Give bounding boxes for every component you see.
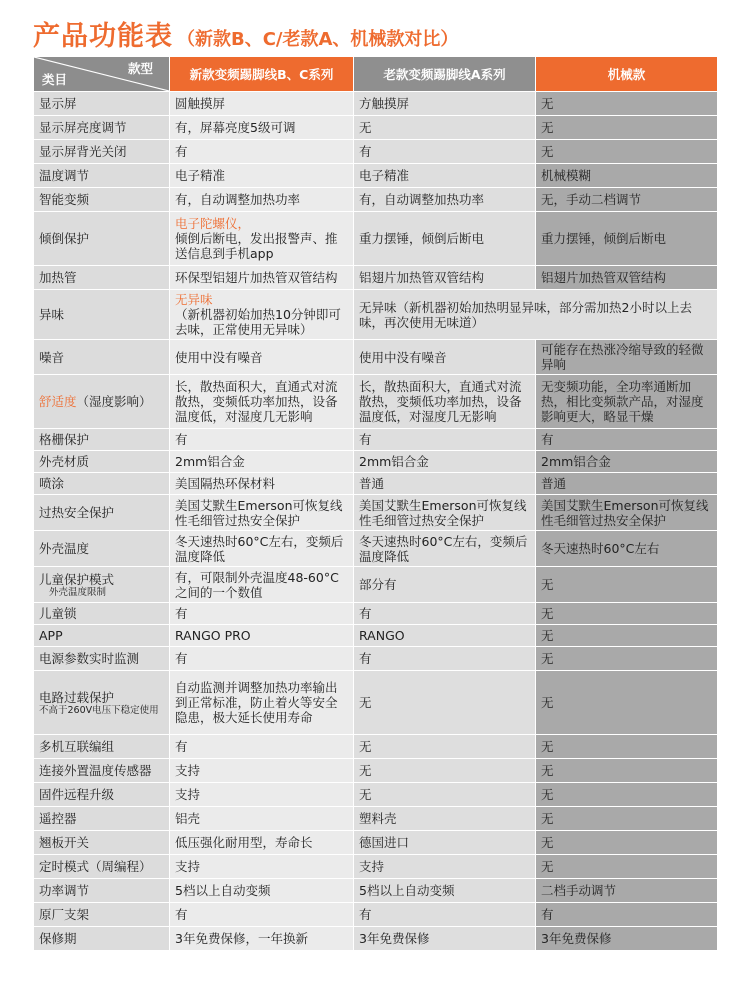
table-row (34, 140, 718, 164)
table-row (34, 671, 718, 735)
table-header-row (34, 57, 718, 92)
cell-new: RANGO PRO (170, 625, 354, 647)
table-row (34, 927, 718, 951)
table-row (34, 266, 718, 290)
cell-old: 无 (354, 783, 536, 807)
cell-new: 冬天速热时60°C左右，变频后温度降低 (170, 531, 354, 567)
header-type-label: 款型 (127, 61, 153, 76)
cell-mech: 二档手动调节 (536, 879, 718, 903)
row-category: 固件远程升级 (34, 783, 170, 807)
cell-old: 塑料壳 (354, 807, 536, 831)
category-label: 电路过载保护 (39, 689, 115, 705)
cell-old: 铝翅片加热管双管结构 (354, 266, 536, 290)
cell-new: 美国艾默生Emerson可恢复线性毛细管过热安全保护 (170, 495, 354, 531)
row-category: 异味 (34, 290, 170, 340)
cell-new: 支持 (170, 759, 354, 783)
cell-new: 电子精准 (170, 164, 354, 188)
header-category-label: 类目 (42, 72, 68, 87)
cell-old: 德国进口 (354, 831, 536, 855)
cell-old: 使用中没有噪音 (354, 340, 536, 375)
cell-old: 方触摸屏 (354, 92, 536, 116)
cell-new: 环保型铝翅片加热管双管结构 (170, 266, 354, 290)
row-category: 智能变频 (34, 188, 170, 212)
cell-mech: 有 (536, 903, 718, 927)
cell-new: 有 (170, 647, 354, 671)
row-category: 格栅保护 (34, 429, 170, 451)
highlight-text: 无异味 (175, 292, 213, 307)
row-category: 显示屏亮度调节 (34, 116, 170, 140)
header-old-model: 老款变频踢脚线A系列 (354, 57, 536, 92)
header-corner-cell (34, 57, 170, 92)
table-row (34, 759, 718, 783)
cell-mech: 无 (536, 116, 718, 140)
cell-old: 2mm铝合金 (354, 451, 536, 473)
table-row (34, 625, 718, 647)
table-row (34, 903, 718, 927)
cell-old: 3年免费保修 (354, 927, 536, 951)
cell-old: 普通 (354, 473, 536, 495)
cell-old: 无 (354, 735, 536, 759)
cell-new: 支持 (170, 783, 354, 807)
row-category: 噪音 (34, 340, 170, 375)
cell-new: 长，散热面积大，直通式对流散热，变频低功率加热，设备温度低，对湿度几无影响 (170, 375, 354, 429)
table-row (34, 783, 718, 807)
row-category: 功率调节 (34, 879, 170, 903)
highlight-text: 电子陀螺仪， (175, 216, 251, 231)
cell-new: 有 (170, 140, 354, 164)
cell-mech: 可能存在热涨冷缩导致的轻微异响 (536, 340, 718, 375)
cell-mech: 无 (536, 831, 718, 855)
cell-mech: 无 (536, 783, 718, 807)
row-category: 儿童锁 (34, 603, 170, 625)
header-new-model: 新款变频踢脚线B、C系列 (170, 57, 354, 92)
table-row (34, 212, 718, 266)
cell-mech: 无 (536, 647, 718, 671)
cell-old: 有 (354, 429, 536, 451)
cell-old: 长，散热面积大，直通式对流散热，变频低功率加热，设备温度低，对湿度几无影响 (354, 375, 536, 429)
cell-new: 支持 (170, 855, 354, 879)
row-category: 定时模式（周编程） (34, 855, 170, 879)
row-category: 原厂支架 (34, 903, 170, 927)
category-note: 外壳温度限制 (49, 586, 107, 598)
cell-mech: 无 (536, 671, 718, 735)
cell-new: 3年免费保修，一年换新 (170, 927, 354, 951)
cell-mech: 无 (536, 603, 718, 625)
cell-mech: 3年免费保修 (536, 927, 718, 951)
table-row (34, 831, 718, 855)
cell-new: 低压强化耐用型，寿命长 (170, 831, 354, 855)
cell-old: 有 (354, 603, 536, 625)
cell-mech: 冬天速热时60°C左右 (536, 531, 718, 567)
table-row (34, 879, 718, 903)
cell-old: 有 (354, 647, 536, 671)
row-category: 加热管 (34, 266, 170, 290)
cell-mech: 无变频功能，全功率通断加热，相比变频款产品，对湿度影响更大，略显干燥 (536, 375, 718, 429)
page-title (33, 14, 458, 54)
cell-old: RANGO (354, 625, 536, 647)
cell-text: （新机器初始加热10分钟即可去味，正常使用无异味） (175, 307, 341, 337)
cell-mech: 无 (536, 807, 718, 831)
row-category: 喷涂 (34, 473, 170, 495)
cell-mech: 无 (536, 567, 718, 603)
cell-new: 自动监测并调整加热功率输出到正常标准，防止着火等安全隐患，极大延长使用寿命 (170, 671, 354, 735)
highlight-text: 舒适度 (39, 394, 77, 409)
cell-mech: 无，手动二档调节 (536, 188, 718, 212)
row-category: 多机互联编组 (34, 735, 170, 759)
cell-old: 重力摆锤，倾倒后断电 (354, 212, 536, 266)
cell-new: 有 (170, 429, 354, 451)
category-label: 儿童保护模式 (39, 571, 115, 587)
row-category (34, 375, 170, 429)
row-category (34, 671, 170, 735)
table-row (34, 603, 718, 625)
cell-mech: 机械模糊 (536, 164, 718, 188)
row-category (34, 567, 170, 603)
cell-new (170, 212, 354, 266)
cell-mech: 无 (536, 625, 718, 647)
cell-mech: 无 (536, 735, 718, 759)
cell-new: 2mm铝合金 (170, 451, 354, 473)
row-category: 显示屏背光关闭 (34, 140, 170, 164)
row-category: 保修期 (34, 927, 170, 951)
cell-mech: 有 (536, 429, 718, 451)
cell-old: 5档以上自动变频 (354, 879, 536, 903)
cell-new: 有，可限制外壳温度48-60°C之间的一个数值 (170, 567, 354, 603)
cell-new: 铝壳 (170, 807, 354, 831)
row-category: 倾倒保护 (34, 212, 170, 266)
row-category: 温度调节 (34, 164, 170, 188)
row-category: APP (34, 625, 170, 647)
table-row (34, 567, 718, 603)
table-row (34, 116, 718, 140)
cell-old: 无 (354, 671, 536, 735)
cell-new: 有，屏幕亮度5级可调 (170, 116, 354, 140)
cell-mech: 无 (536, 140, 718, 164)
row-category: 翘板开关 (34, 831, 170, 855)
table-row (34, 429, 718, 451)
cell-new: 有 (170, 735, 354, 759)
row-category: 遥控器 (34, 807, 170, 831)
row-category: 连接外置温度传感器 (34, 759, 170, 783)
row-category: 外壳温度 (34, 531, 170, 567)
cell-mech: 无 (536, 92, 718, 116)
table-row (34, 164, 718, 188)
table-row (34, 290, 718, 340)
cell-mech: 美国艾默生Emerson可恢复线性毛细管过热安全保护 (536, 495, 718, 531)
title-main: 产品功能表 (33, 21, 173, 52)
table-row (34, 855, 718, 879)
table-row (34, 807, 718, 831)
cell-mech: 铝翅片加热管双管结构 (536, 266, 718, 290)
cell-old: 冬天速热时60°C左右，变频后温度降低 (354, 531, 536, 567)
table-row (34, 647, 718, 671)
cell-old: 电子精准 (354, 164, 536, 188)
cell-old: 美国艾默生Emerson可恢复线性毛细管过热安全保护 (354, 495, 536, 531)
header-mechanical-model: 机械款 (536, 57, 718, 92)
table-row (34, 495, 718, 531)
cell-new: 美国隔热环保材料 (170, 473, 354, 495)
table-row (34, 473, 718, 495)
cell-old: 支持 (354, 855, 536, 879)
cell-old: 有 (354, 140, 536, 164)
cell-new: 有 (170, 903, 354, 927)
cell-mech: 重力摆锤，倾倒后断电 (536, 212, 718, 266)
cell-new: 5档以上自动变频 (170, 879, 354, 903)
cell-old: 无 (354, 759, 536, 783)
table-row (34, 92, 718, 116)
row-category: 过热安全保护 (34, 495, 170, 531)
cell-old: 无 (354, 116, 536, 140)
category-note: 不高于260V电压下稳定使用 (39, 704, 159, 716)
table-row (34, 375, 718, 429)
cell-mech: 无 (536, 759, 718, 783)
cell-old: 有，自动调整加热功率 (354, 188, 536, 212)
comparison-table (33, 56, 718, 951)
row-category: 电源参数实时监测 (34, 647, 170, 671)
cell-text: 倾倒后断电，发出报警声、推送信息到手机app (175, 231, 338, 261)
cell-old: 部分有 (354, 567, 536, 603)
cell-new (170, 290, 354, 340)
table-row (34, 735, 718, 759)
cell-new: 有 (170, 603, 354, 625)
table-row (34, 188, 718, 212)
category-note: （湿度影响） (76, 394, 152, 409)
cell-mech: 无 (536, 855, 718, 879)
table-row (34, 340, 718, 375)
row-category: 显示屏 (34, 92, 170, 116)
cell-old-mech-merged: 无异味（新机器初始加热明显异味，部分需加热2小时以上去味，再次使用无味道） (354, 290, 718, 340)
title-subtitle: （新款B、C/老款A、机械款对比） (177, 29, 459, 50)
row-category: 外壳材质 (34, 451, 170, 473)
cell-new: 有，自动调整加热功率 (170, 188, 354, 212)
cell-mech: 普通 (536, 473, 718, 495)
cell-new: 圆触摸屏 (170, 92, 354, 116)
cell-new: 使用中没有噪音 (170, 340, 354, 375)
cell-mech: 2mm铝合金 (536, 451, 718, 473)
table-row (34, 451, 718, 473)
table-row (34, 531, 718, 567)
cell-old: 有 (354, 903, 536, 927)
